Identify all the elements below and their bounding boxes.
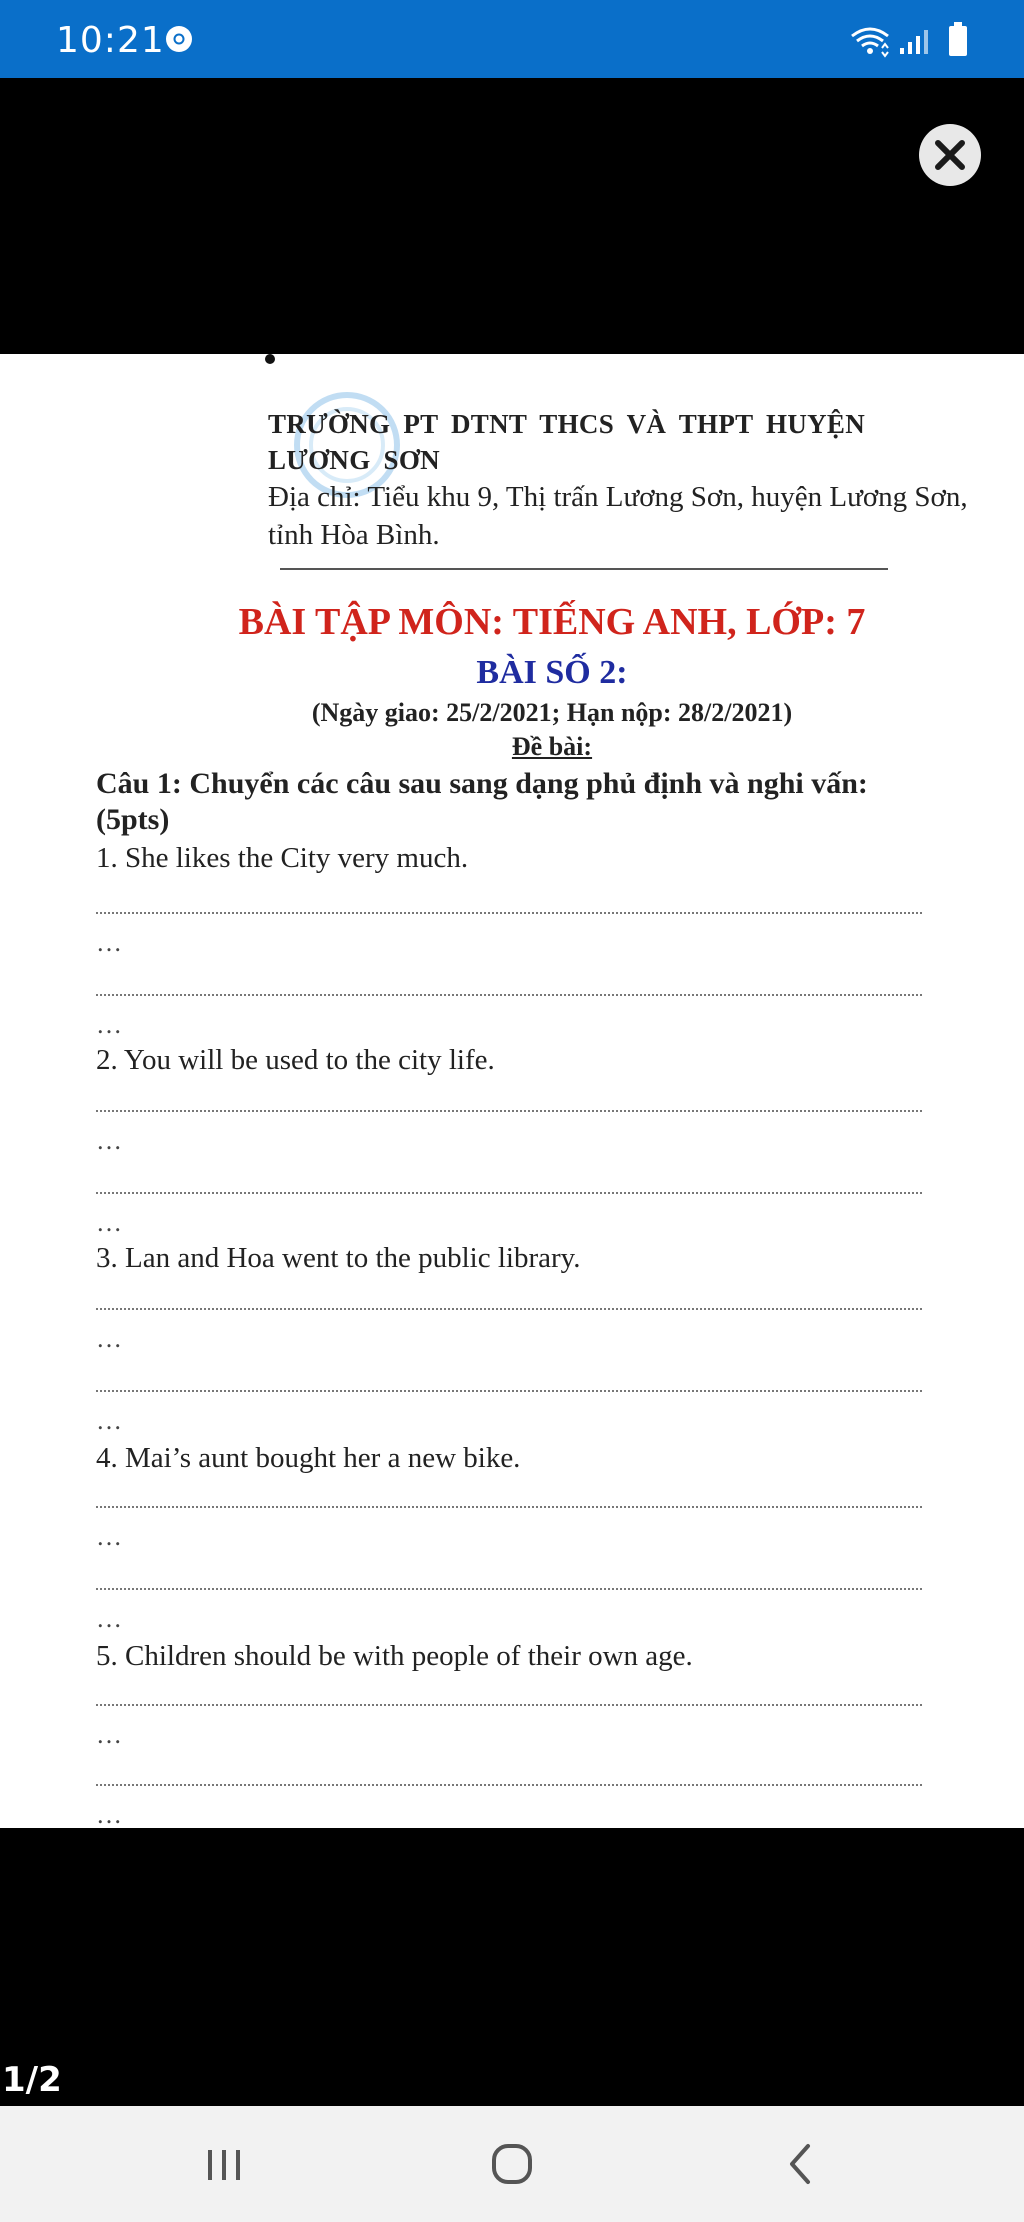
question-1: Câu 1: Chuyển các câu sau sang dạng phủ định và nghi vấn: (5pts) — [96, 767, 868, 836]
viewer-top-bar — [0, 78, 1024, 354]
close-button[interactable] — [919, 124, 981, 186]
school-name-line1: TRƯỜNG PT DTNT THCS VÀ THPT HUYỆN — [268, 409, 866, 439]
battery-icon — [948, 22, 968, 56]
answer-line — [96, 1588, 922, 1590]
school-address: Địa chỉ: Tiểu khu 9, Thị trấn Lương Sơn, huyện Lương Sơn, tỉnh Hòa Bình. — [268, 481, 968, 551]
answer-ellipsis: … — [96, 1800, 124, 1828]
document-subtitle: BÀI SỐ 2: — [476, 654, 628, 691]
document-page — [0, 354, 1024, 1828]
school-name — [268, 406, 958, 478]
answer-ellipsis: … — [96, 928, 124, 957]
wifi-icon — [848, 24, 892, 58]
home-button[interactable] — [472, 2126, 552, 2202]
exercise-item-1: 1. She likes the City very much. — [96, 842, 469, 874]
close-icon — [919, 124, 981, 186]
chrome-icon — [164, 24, 194, 54]
answer-line — [96, 1784, 922, 1786]
answer-ellipsis: … — [96, 1406, 124, 1435]
exercise-item-5: 5. Children should be with people of their own age. — [96, 1640, 693, 1672]
status-time: 10:21 — [56, 20, 165, 61]
exercise-item-3: 3. Lan and Hoa went to the public library. — [96, 1242, 581, 1274]
answer-line — [96, 912, 922, 914]
answer-line — [96, 1704, 922, 1706]
exercise-item-4: 4. Mai’s aunt bought her a new bike. — [96, 1442, 521, 1474]
home-icon — [472, 2126, 552, 2202]
recent-apps-button[interactable] — [184, 2126, 264, 2202]
answer-ellipsis: … — [96, 1208, 124, 1237]
header-divider — [280, 568, 888, 570]
answer-ellipsis: … — [96, 1010, 124, 1039]
back-button[interactable] — [760, 2126, 840, 2202]
answer-line — [96, 1308, 922, 1310]
back-icon — [760, 2126, 840, 2202]
navigation-bar — [0, 2106, 1024, 2222]
page-indicator: 1/2 — [2, 2060, 62, 2100]
status-bar — [0, 0, 1024, 78]
recent-apps-icon — [184, 2126, 264, 2202]
answer-ellipsis: … — [96, 1604, 124, 1633]
document-dates: (Ngày giao: 25/2/2021; Hạn nộp: 28/2/2021) — [311, 698, 793, 727]
answer-line — [96, 1192, 922, 1194]
signal-icon — [896, 26, 936, 56]
bullet-mark — [265, 354, 275, 364]
document-title: BÀI TẬP MÔN: TIẾNG ANH, LỚP: 7 — [238, 601, 866, 643]
exercise-item-2: 2. You will be used to the city life. — [96, 1044, 495, 1076]
answer-line — [96, 994, 922, 996]
answer-line — [96, 1390, 922, 1392]
answer-ellipsis: … — [96, 1522, 124, 1551]
answer-ellipsis: … — [96, 1324, 124, 1353]
document-heading: Đề bài: — [511, 732, 593, 761]
answer-ellipsis: … — [96, 1720, 124, 1749]
answer-line — [96, 1110, 922, 1112]
answer-line — [96, 1506, 922, 1508]
school-name-line2: LƯƠNG SƠN — [268, 445, 440, 475]
viewer-bottom-bar — [0, 1828, 1024, 2106]
answer-ellipsis: … — [96, 1126, 124, 1155]
